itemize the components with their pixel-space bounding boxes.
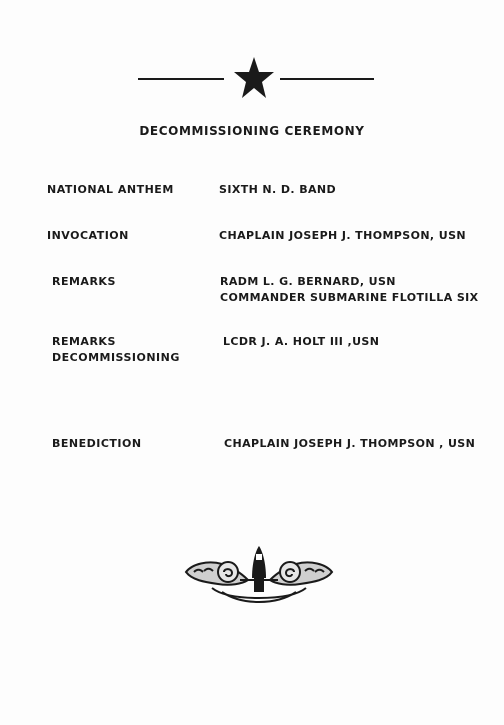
item-name-line: INVOCATION [47, 229, 129, 242]
item-performer [219, 228, 466, 244]
item-name [52, 334, 180, 366]
item-name-line: REMARKS [52, 275, 116, 288]
item-name-line: NATIONAL ANTHEM [47, 183, 174, 196]
item-name [47, 228, 129, 244]
item-performer [223, 334, 379, 350]
divider-right [280, 78, 374, 80]
item-performer [224, 436, 475, 452]
star-icon [233, 56, 275, 100]
item-performer [219, 182, 336, 198]
item-performer-line: RADM L. G. BERNARD, USN [220, 275, 396, 288]
item-name-line: DECOMMISSIONING [52, 351, 180, 364]
header-ornament [138, 56, 374, 100]
item-performer-line: LCDR J. A. HOLT III ,USN [223, 335, 380, 348]
item-name [52, 274, 116, 290]
item-name-line: BENEDICTION [52, 437, 142, 450]
item-performer [220, 274, 479, 306]
submarine-dolphins-insignia-icon [182, 544, 336, 608]
divider-left [138, 78, 224, 80]
item-performer-line: CHAPLAIN JOSEPH J. THOMPSON, USN [219, 229, 467, 242]
page-title: DECOMMISSIONING CEREMONY [139, 124, 365, 138]
item-name [52, 436, 142, 452]
item-name-line: REMARKS [52, 335, 116, 348]
item-performer-line: COMMANDER SUBMARINE FLOTILLA SIX [220, 291, 479, 304]
item-performer-line: CHAPLAIN JOSEPH J. THOMPSON , USN [224, 437, 476, 450]
item-performer-line: SIXTH N. D. BAND [219, 183, 337, 196]
item-name [47, 182, 174, 198]
